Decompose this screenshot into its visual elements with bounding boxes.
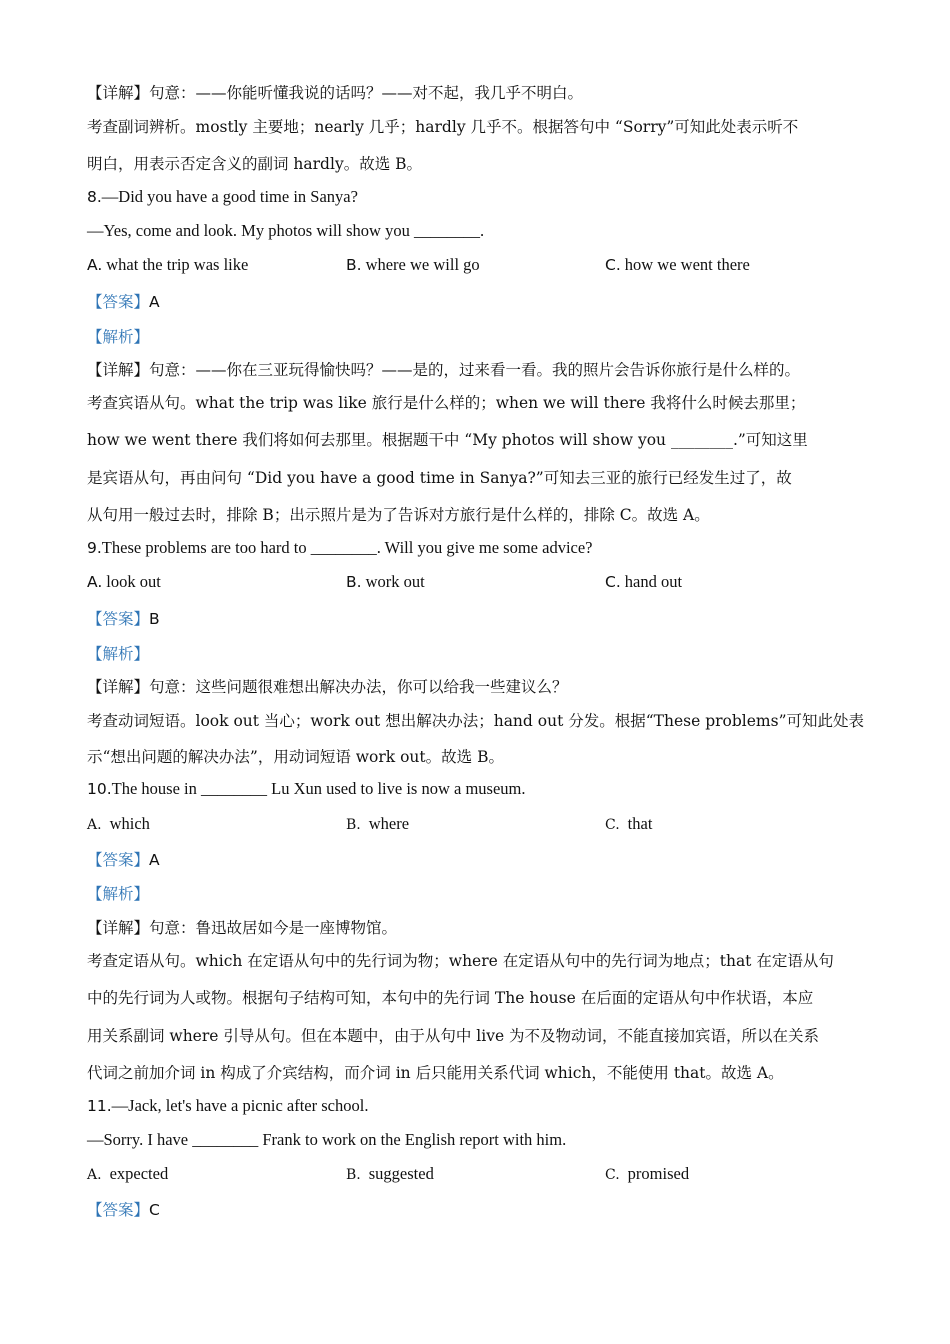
q9-answer: [87, 607, 160, 629]
answer-label: 【答案】: [87, 851, 150, 869]
q8-answer-value: A: [149, 293, 160, 311]
q11-option-a[interactable]: A. expected: [87, 1164, 169, 1183]
q7-explanation-line-2: 明白，用表示否定含义的副词 hardly。故选 B。: [87, 155, 423, 173]
answer-label: 【答案】: [87, 1201, 150, 1219]
q10-option-a[interactable]: A. which: [87, 814, 150, 833]
q8-option-b[interactable]: B. where we will go: [346, 255, 480, 274]
q10-answer-value: A: [149, 851, 160, 869]
q9-stem-line-1: [87, 538, 593, 558]
q9-answer-value: B: [149, 610, 160, 628]
q10-analysis-label: 【解析】: [87, 885, 150, 903]
answer-label: 【答案】: [87, 610, 150, 628]
q8-option-c[interactable]: C. how we went there: [605, 255, 750, 274]
q10-options: [87, 814, 864, 834]
q7-detail: 【详解】句意：——你能听懂我说的话吗？——对不起，我几乎不明白。: [87, 84, 584, 102]
q11-stem-text-1: —Jack, let's have a picnic after school.: [111, 1096, 369, 1115]
q10-number: 10.: [87, 780, 112, 798]
q10-answer: [87, 848, 160, 870]
q8-explanation-line-4: 从句用一般过去时，排除 B；出示照片是为了告诉对方旅行是什么样的，排除 C。故选 A。: [87, 506, 710, 524]
q8-explanation-line-2: how we went there 我们将如何去那里。根据题干中 “My photos will show you ________.”可知这里: [87, 431, 808, 449]
q9-number: 9.: [87, 539, 102, 557]
q7-explanation-line-1: 考查副词辨析。mostly 主要地；nearly 几乎；hardly 几乎不。根据答句中 “Sorry”可知此处表示听不: [87, 118, 799, 136]
q8-stem-line-1: [87, 187, 358, 207]
q10-explanation-line-4: 代词之前加介词 in 构成了介宾结构，而介词 in 后只能用关系代词 which，不能使用 that。故选 A。: [87, 1064, 784, 1082]
q8-option-a[interactable]: A. what the trip was like: [87, 255, 249, 274]
q9-option-c[interactable]: C. hand out: [605, 572, 683, 591]
q10-explanation-line-1: 考查定语从句。which 在定语从句中的先行词为物；where 在定语从句中的先行词为地点；that 在定语从句: [87, 952, 834, 970]
q8-explanation-line-3: 是宾语从句，再由问句 “Did you have a good time in Sanya?”可知去三亚的旅行已经发生过了，故: [87, 469, 792, 487]
q8-stem-text-2: —Yes, come and look. My photos will show you ________.: [87, 221, 485, 240]
q9-explanation-line-1: 考查动词短语。look out 当心；work out 想出解决办法；hand out 分发。根据“These problems”可知此处表: [87, 712, 865, 730]
q11-stem-line-2: [87, 1130, 566, 1150]
q8-stem-text-1: —Did you have a good time in Sanya?: [101, 187, 358, 206]
q8-detail: 【详解】句意：——你在三亚玩得愉快吗？——是的，过来看一看。我的照片会告诉你旅行是什么样的。: [87, 361, 801, 379]
q11-answer: [87, 1198, 160, 1220]
q10-explanation-line-2: 中的先行词为人或物。根据句子结构可知，本句中的先行词 The house 在后面的定语从句中作状语，本应: [87, 989, 814, 1007]
q11-stem-text-2: —Sorry. I have ________ Frank to work on the English report with him.: [87, 1130, 567, 1149]
q10-explanation-line-3: 用关系副词 where 引导从句。但在本题中，由于从句中 live 为不及物动词，不能直接加宾语，所以在关系: [87, 1027, 820, 1045]
q9-explanation-line-2: 示“想出问题的解决办法”，用动词短语 work out。故选 B。: [87, 748, 504, 766]
q9-stem-text-1: These problems are too hard to ________. Will you give me some advice?: [101, 538, 593, 557]
q10-detail: 【详解】句意：鲁迅故居如今是一座博物馆。: [87, 919, 398, 937]
q8-number: 8.: [87, 188, 102, 206]
q9-option-b[interactable]: B. work out: [346, 572, 425, 591]
q10-option-c[interactable]: C. that: [605, 814, 653, 833]
q8-answer: [87, 290, 160, 312]
q11-answer-value: C: [149, 1201, 160, 1219]
q11-options: [87, 1164, 864, 1184]
q8-explanation-line-1: 考查宾语从句。what the trip was like 旅行是什么样的；when we will there 我将什么时候去那里；: [87, 394, 806, 412]
q8-stem-line-2: [87, 221, 484, 241]
q9-analysis-label: 【解析】: [87, 645, 150, 663]
q9-option-a[interactable]: A. look out: [87, 572, 161, 591]
q11-stem-line-1: [87, 1096, 368, 1116]
q10-stem-text-1: The house in ________ Lu Xun used to live is now a museum.: [111, 779, 526, 798]
q9-detail: 【详解】句意：这些问题很难想出解决办法，你可以给我一些建议么？: [87, 678, 568, 696]
q11-option-b[interactable]: B. suggested: [346, 1164, 434, 1183]
q11-number: 11.: [87, 1097, 112, 1115]
q10-option-b[interactable]: B. where: [346, 814, 410, 833]
answer-label: 【答案】: [87, 293, 150, 311]
q10-stem-line-1: [87, 779, 526, 799]
q8-options: [87, 255, 864, 275]
q8-analysis-label: 【解析】: [87, 328, 150, 346]
q11-option-c[interactable]: C. promised: [605, 1164, 690, 1183]
q9-options: [87, 572, 864, 592]
